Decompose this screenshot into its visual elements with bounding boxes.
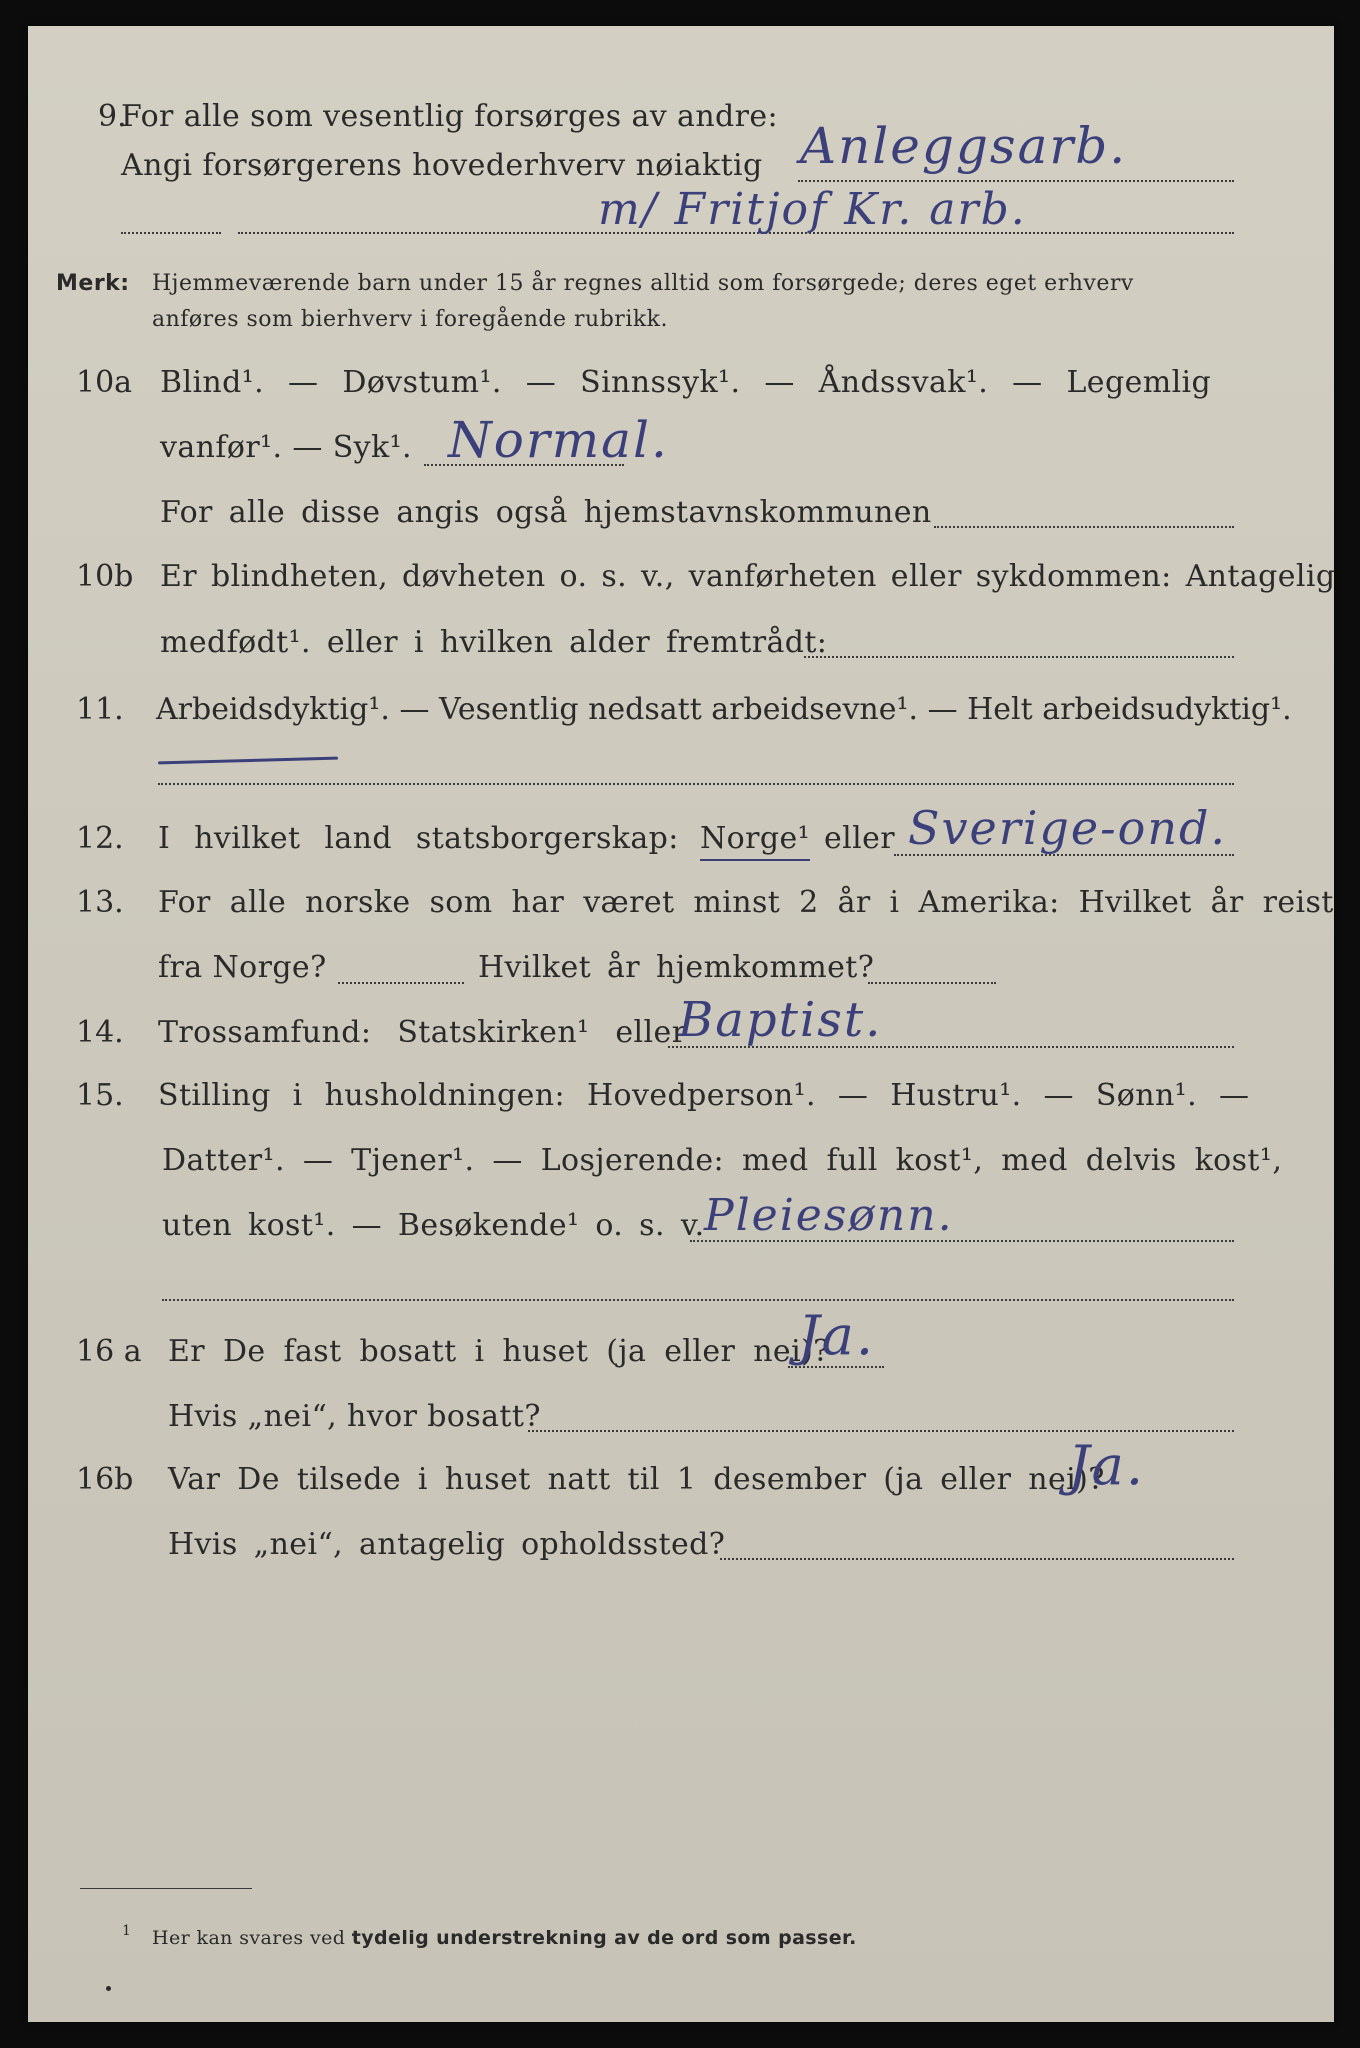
q9-handwritten-answer-2: m/ Fritjof Kr. arb.	[598, 184, 1027, 235]
q10a-home-municipality-dotline	[934, 526, 1234, 528]
q10a-number: 10a	[76, 365, 133, 400]
q15-number: 15.	[76, 1078, 124, 1113]
q9-text-line1: For alle som vesentlig forsørges av andre:	[121, 99, 779, 134]
q10b-text-line2: medfødt¹. eller i hvilken alder fremtrådt:	[160, 625, 828, 660]
merk-text-line2: anføres som bierhverv i foregående rubrikk.	[152, 307, 669, 332]
q16b-text-line2: Hvis „nei“, antagelig opholdssted?	[168, 1527, 726, 1562]
q14-handwritten-answer: Baptist.	[678, 992, 883, 1048]
q16a-residence-dotline	[528, 1430, 1234, 1432]
q9-answer-dotline-1	[798, 180, 1234, 182]
q9-answer-dotline-2a	[121, 232, 221, 234]
q10b-number: 10b	[76, 559, 134, 594]
q12-norge-underlined: Norge¹	[700, 819, 810, 861]
q16a-number: 16 a	[76, 1334, 142, 1369]
q16a-text-line1: Er De fast bosatt i huset (ja eller nei)?	[168, 1334, 830, 1369]
q12-text-after: eller	[824, 821, 896, 856]
census-form-page	[28, 26, 1334, 2022]
ink-dot	[106, 1986, 111, 1991]
merk-label: Merk:	[56, 271, 130, 296]
footnote-text	[152, 1925, 857, 1951]
q15-text-line2: Datter¹. — Tjener¹. — Losjerende: med full kost¹, med delvis kost¹,	[162, 1143, 1283, 1178]
q15-handwritten-answer: Pleiesønn.	[704, 1190, 954, 1241]
q13-text-line2b: Hvilket år hjemkommet?	[478, 950, 875, 985]
q12-text-before: I hvilket land statsborgerskap:	[158, 821, 679, 856]
q16b-text-line1: Var De tilsede i huset natt til 1 desember (ja eller nei)?	[168, 1462, 1105, 1497]
q13-text-line2a: fra Norge?	[158, 950, 327, 985]
q16b-handwritten-answer: Ja.	[1068, 1434, 1146, 1497]
q11-number: 11.	[76, 692, 124, 727]
q9-handwritten-answer-1: Anleggsarb.	[800, 117, 1128, 175]
footnote-text-bold: tydelig understrekning av de ord som passer.	[351, 1927, 857, 1949]
q10a-text-line1: Blind¹. — Døvstum¹. — Sinnssyk¹. — Åndssvak¹. — Legemlig	[160, 365, 1212, 400]
q12-handwritten-answer: Sverige-ond.	[908, 801, 1228, 855]
q16a-text-line2: Hvis „nei“, hvor bosatt?	[168, 1399, 541, 1434]
q15-separator-dotline	[162, 1299, 1234, 1301]
q11-handwritten-strike	[158, 757, 338, 765]
q13-year-return-dotline	[868, 982, 996, 984]
q9-text-line2: Angi forsørgerens hovederhverv nøiaktig	[121, 148, 763, 183]
q16a-handwritten-answer: Ja.	[798, 1304, 876, 1367]
footnote-rule	[80, 1888, 252, 1889]
q15-text-line3: uten kost¹. — Besøkende¹ o. s. v.	[162, 1208, 705, 1243]
q13-text-line1: For alle norske som har været minst 2 år i Amerika: Hvilket år reist	[158, 885, 1334, 920]
q13-number: 13.	[76, 885, 124, 920]
q16b-whereabouts-dotline	[720, 1558, 1234, 1560]
q11-separator-dotline	[158, 783, 1234, 785]
q14-text: Trossamfund: Statskirken¹ eller	[158, 1015, 687, 1050]
merk-text-line1: Hjemmeværende barn under 15 år regnes alltid som forsørgede; deres eget erhverv	[152, 271, 1134, 296]
q12-number: 12.	[76, 821, 124, 856]
q13-year-left-dotline	[338, 982, 464, 984]
q10a-text-line3: For alle disse angis også hjemstavnskommunen	[160, 495, 932, 530]
q16b-number: 16b	[76, 1462, 134, 1497]
q10a-text-line2: vanfør¹. — Syk¹.	[160, 430, 412, 465]
footnote-text-plain: Her kan svares ved	[152, 1927, 346, 1949]
q10b-text-line1: Er blindheten, døvheten o. s. v., vanførheten eller sykdommen: Antagelig	[160, 559, 1336, 594]
footnote-mark: 1	[122, 1923, 132, 1939]
q11-text-line1: Arbeidsdyktig¹. — Vesentlig nedsatt arbeidsevne¹. — Helt arbeidsudyktig¹.	[156, 692, 1292, 727]
q10a-handwritten-answer: Normal.	[448, 411, 669, 469]
q15-text-line1: Stilling i husholdningen: Hovedperson¹. — Hustru¹. — Sønn¹. —	[158, 1078, 1250, 1113]
q14-number: 14.	[76, 1015, 124, 1050]
q9-number: 9.	[98, 99, 127, 134]
q10b-age-dotline	[804, 656, 1234, 658]
